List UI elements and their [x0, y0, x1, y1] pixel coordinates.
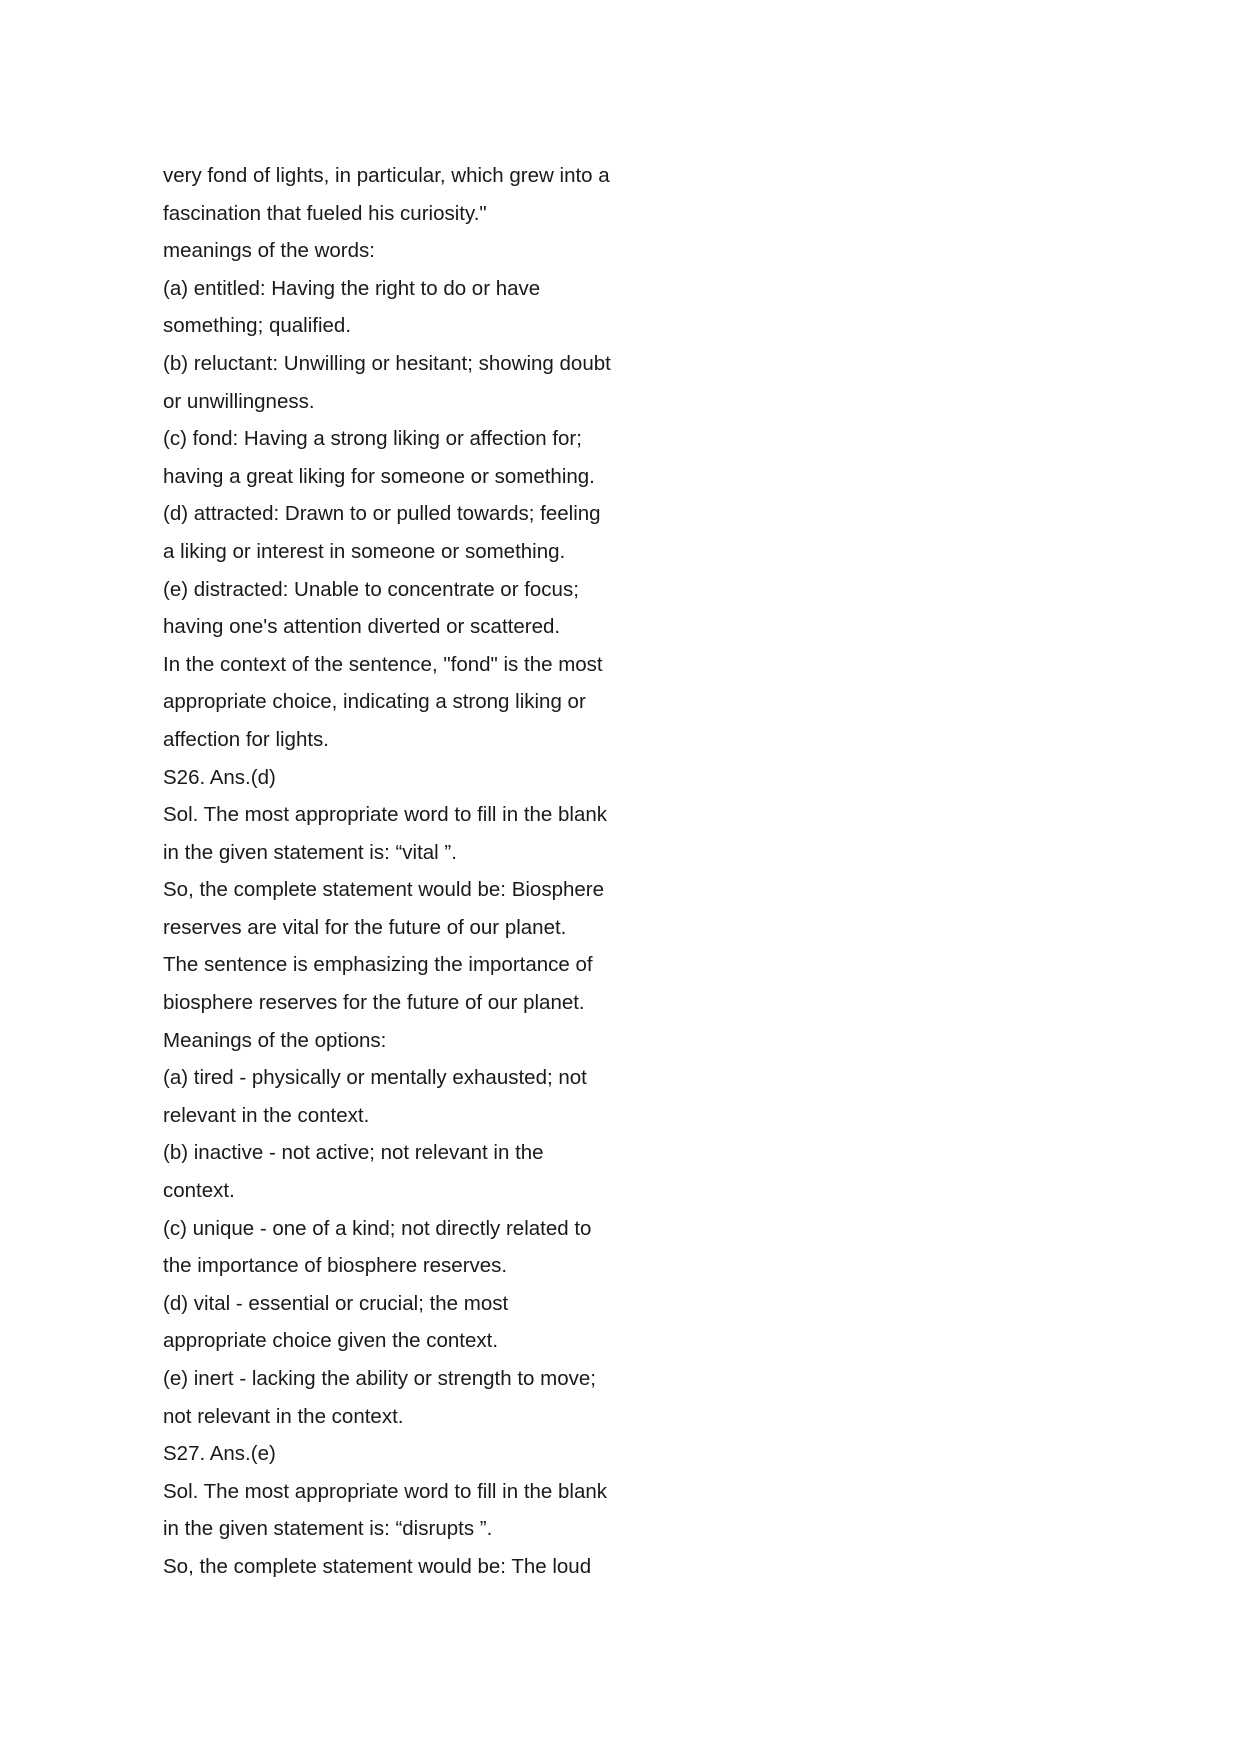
text-line: having one's attention diverted or scattered. — [163, 615, 561, 639]
text-line: (b) reluctant: Unwilling or hesitant; showing doubt — [163, 351, 611, 375]
text-line: (a) entitled: Having the right to do or have — [163, 276, 541, 300]
text-line: fascination that fueled his curiosity." — [163, 201, 487, 225]
text-line: something; qualified. — [163, 314, 352, 338]
answer-heading: S27. Ans.(e) — [163, 1442, 276, 1466]
text-line: (d) vital - essential or crucial; the most — [163, 1291, 509, 1315]
answer-heading: S26. Ans.(d) — [163, 765, 276, 789]
text-line: very fond of lights, in particular, which grew into a — [163, 164, 610, 187]
text-line: (a) tired - physically or mentally exhausted; not — [163, 1066, 587, 1090]
text-line: meanings of the words: — [163, 239, 375, 263]
text-line: Sol. The most appropriate word to fill in the blank — [163, 1479, 608, 1503]
text-line: So, the complete statement would be: Biosphere — [163, 878, 605, 902]
text-line: (b) inactive - not active; not relevant in the — [163, 1141, 544, 1165]
text-line: relevant in the context. — [163, 1103, 370, 1127]
text-line: a liking or interest in someone or something. — [163, 539, 566, 563]
text-line: appropriate choice given the context. — [163, 1329, 499, 1353]
text-line: Sol. The most appropriate word to fill in the blank — [163, 803, 608, 827]
text-line: So, the complete statement would be: The loud — [163, 1554, 592, 1578]
text-line: having a great liking for someone or something. — [163, 464, 595, 488]
text-line: (e) distracted: Unable to concentrate or focus; — [163, 577, 579, 601]
text-line: not relevant in the context. — [163, 1404, 404, 1428]
text-line: the importance of biosphere reserves. — [163, 1254, 508, 1278]
text-line: (c) unique - one of a kind; not directly related to — [163, 1216, 592, 1240]
text-line: biosphere reserves for the future of our planet. — [163, 991, 585, 1015]
text-line: in the given statement is: “disrupts ”. — [163, 1517, 493, 1541]
text-column — [163, 157, 683, 1586]
text-line: (d) attracted: Drawn to or pulled towards; feeling — [163, 502, 601, 526]
text-line: (e) inert - lacking the ability or strength to move; — [163, 1367, 596, 1390]
text-line: The sentence is emphasizing the importance of — [163, 953, 593, 977]
text-line: (c) fond: Having a strong liking or affection for; — [163, 427, 582, 451]
text-line: reserves are vital for the future of our planet. — [163, 915, 567, 939]
text-line: affection for lights. — [163, 727, 329, 751]
text-line: Meanings of the options: — [163, 1028, 387, 1052]
text-line: context. — [163, 1179, 235, 1203]
text-line: in the given statement is: “vital ”. — [163, 840, 457, 864]
text-line: appropriate choice, indicating a strong liking or — [163, 690, 586, 714]
text-line: In the context of the sentence, "fond" is the most — [163, 652, 603, 676]
text-line: or unwillingness. — [163, 389, 315, 413]
